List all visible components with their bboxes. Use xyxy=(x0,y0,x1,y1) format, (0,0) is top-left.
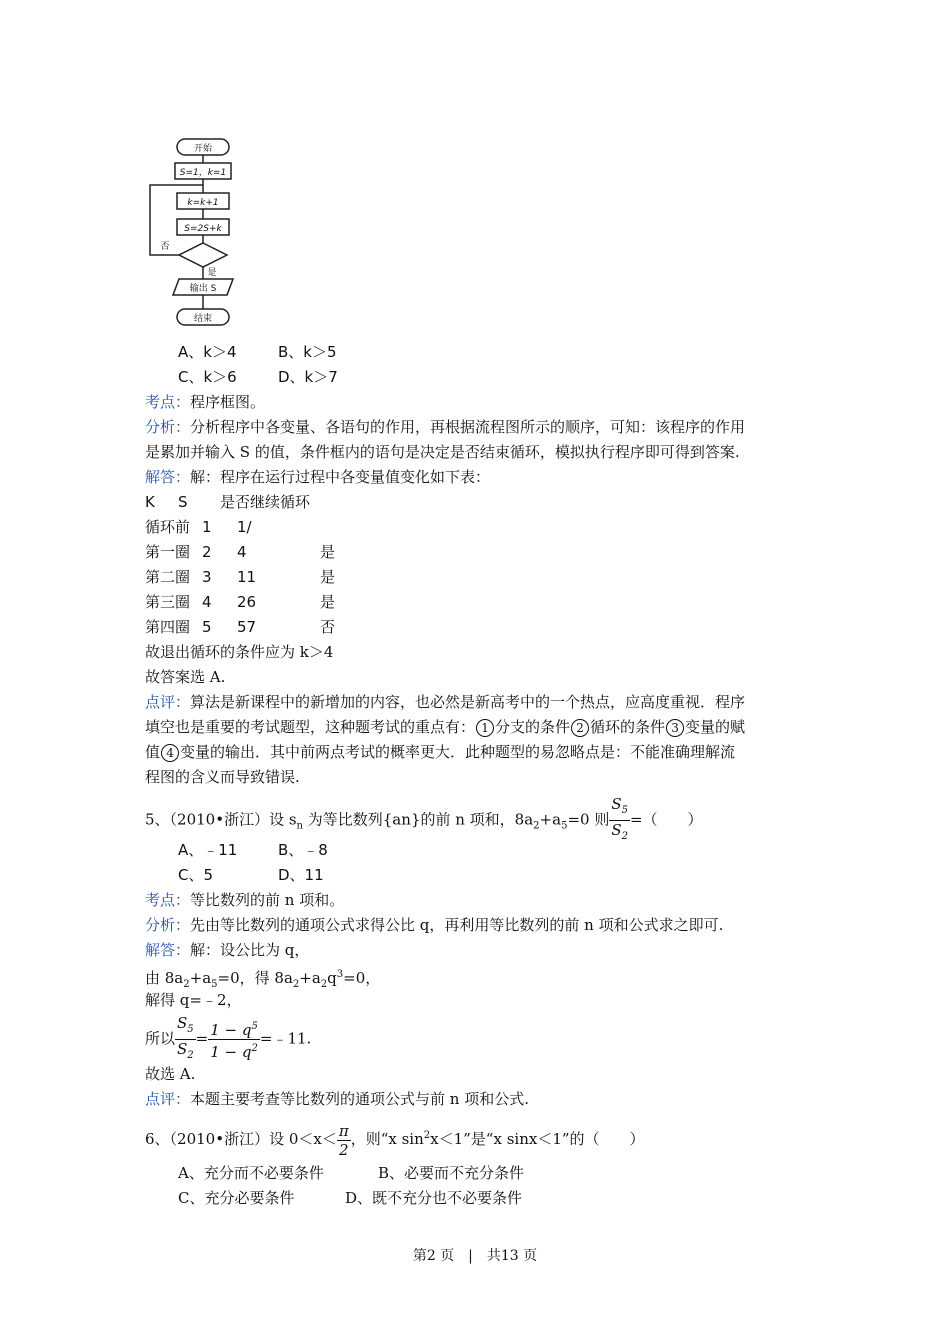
q6-option-a: A、充分而不必要条件 xyxy=(178,1164,324,1182)
circled-3: 3 xyxy=(666,719,684,737)
table-row-4-label: 第四圈 xyxy=(145,618,191,636)
q4-option-b: B、k＞5 xyxy=(278,343,337,361)
q4-dianping-3: 值 4 变量的输出．其中前两点考试的概率更大．此种题型的易忽略点是：不能准确理解流 xyxy=(145,743,736,761)
q5-step-3: 解得 q=﹣2， xyxy=(145,991,242,1009)
q4-option-a: A、k＞4 xyxy=(178,343,237,361)
table-header-k: K xyxy=(145,493,155,511)
flow-step1-label: k=k+1 xyxy=(187,198,219,208)
table-row-0-k: 1 xyxy=(202,518,212,536)
flow-output-label: 输出 S xyxy=(189,284,217,294)
flow-decision xyxy=(179,243,227,267)
q5-option-c: C、5 xyxy=(178,866,214,884)
q5-fenxi: 分析：先由等比数列的通项公式求得公比 q，再利用等比数列的前 n 项和公式求之即可. xyxy=(145,916,724,934)
q5-option-b: B、﹣8 xyxy=(278,841,328,859)
table-row-1-k: 2 xyxy=(202,543,212,561)
q4-dianping-2: 填空也是重要的考试题型，这种题考试的重点有： 1 分支的条件 2 循环的条件 3 变量的赋 xyxy=(145,718,746,736)
q5-option-d: D、11 xyxy=(278,866,324,884)
flowchart xyxy=(145,133,255,333)
circled-2: 2 xyxy=(571,719,589,737)
q5-step4-frac-q: $\frac{1 - q^5}{1 - q^2}$ xyxy=(208,1018,260,1061)
q5-stem: 5、（2010•浙江）设 $s_n$ 为等比数列{an}的前 n 项和，$8a_2+a_5=0$ 则 $\frac{S_5}{S_2}$ =（ ） xyxy=(145,795,703,846)
q4-conclusion: 故退出循环的条件应为 k＞4 xyxy=(145,643,334,661)
page-footer: 第2 页 | 共13 页 xyxy=(412,1248,538,1264)
q6-pi-over-2: $\frac{\pi}{2}$ xyxy=(338,1121,349,1159)
table-row-1-cont: 是 xyxy=(320,543,336,561)
q6-option-b: B、必要而不充分条件 xyxy=(378,1164,525,1182)
flow-no-label: 否 xyxy=(160,242,170,252)
q6-option-d: D、既不充分也不必要条件 xyxy=(345,1189,523,1207)
table-row-3-label: 第三圈 xyxy=(145,593,191,611)
q5-answer: 故选 A. xyxy=(145,1065,196,1083)
q6-option-c: C、充分必要条件 xyxy=(178,1189,295,1207)
q4-kaodian: 考点：程序框图。 xyxy=(145,393,266,411)
table-row-1-label: 第一圈 xyxy=(145,543,191,561)
flow-start-label: 开始 xyxy=(193,144,213,154)
q4-dianping-1: 点评：算法是新课程中的新增加的内容，也必然是新高考中的一个热点，应高度重视．程序 xyxy=(145,693,746,711)
q4-option-c: C、k＞6 xyxy=(178,368,237,386)
q5-dianping: 点评：本题主要考查等比数列的通项公式与前 n 项和公式. xyxy=(145,1090,529,1108)
table-row-1-s: 4 xyxy=(237,543,247,561)
table-row-2-cont: 是 xyxy=(320,568,336,586)
q4-dianping-4: 程图的含义而导致错误. xyxy=(145,768,300,786)
q4-answer: 故答案选 A. xyxy=(145,668,226,686)
table-row-2-label: 第二圈 xyxy=(145,568,191,586)
table-row-4-k: 5 xyxy=(202,618,212,636)
q5-step-2: 由 $8a_2+a_5=0$，得 $8a_2+a_2q^3=0$， xyxy=(145,969,381,990)
q5-fraction: $\frac{S_5}{S_2}$ xyxy=(611,795,628,842)
q4-jieda: 解答：解：程序在运行过程中各变量值变化如下表： xyxy=(145,468,491,486)
table-row-3-cont: 是 xyxy=(320,593,336,611)
circled-4: 4 xyxy=(161,744,179,762)
q5-step4-frac-s: $\frac{S_5}{S_2}$ xyxy=(177,1014,194,1061)
flow-step2-label: S=2S+k xyxy=(184,224,222,234)
circled-1: 1 xyxy=(476,719,494,737)
table-row-3-s: 26 xyxy=(237,593,257,611)
q4-option-d: D、k＞7 xyxy=(278,368,338,386)
q5-kaodian: 考点：等比数列的前 n 项和。 xyxy=(145,891,345,909)
table-row-2-s: 11 xyxy=(237,568,257,586)
q4-fenxi-1: 分析：分析程序中各变量、各语句的作用，再根据流程图所示的顺序，可知：该程序的作用 xyxy=(145,418,746,436)
q4-fenxi-2: 是累加并输入 S 的值，条件框内的语句是决定是否结束循环，模拟执行程序即可得到答案. xyxy=(145,443,740,461)
table-header-continue: 是否继续循环 xyxy=(220,493,311,511)
table-row-2-k: 3 xyxy=(202,568,212,586)
table-row-4-cont: 否 xyxy=(320,618,336,636)
q6-stem: 6、（2010•浙江）设 0＜x＜ $\frac{\pi}{2}$ ，则“x $\sin^2x<1$”是“x sinx＜1”的（ ） xyxy=(145,1121,645,1159)
q5-step-4: 所以 $\frac{S_5}{S_2}$ = $\frac{1 - q^5}{1 - q^2}$ =﹣11. xyxy=(145,1014,311,1065)
q5-jieda: 解答：解：设公比为 q， xyxy=(145,941,310,959)
table-row-0-label: 循环前 xyxy=(145,518,191,536)
q5-option-a: A、﹣11 xyxy=(178,841,238,859)
table-header-s: S xyxy=(178,493,188,511)
table-row-0-s: 1/ xyxy=(237,518,252,536)
flow-init-label: S=1，k=1 xyxy=(179,168,227,178)
flow-end-label: 结束 xyxy=(193,314,213,324)
table-row-3-k: 4 xyxy=(202,593,212,611)
flow-yes-label: 是 xyxy=(207,268,217,278)
table-row-4-s: 57 xyxy=(237,618,257,636)
